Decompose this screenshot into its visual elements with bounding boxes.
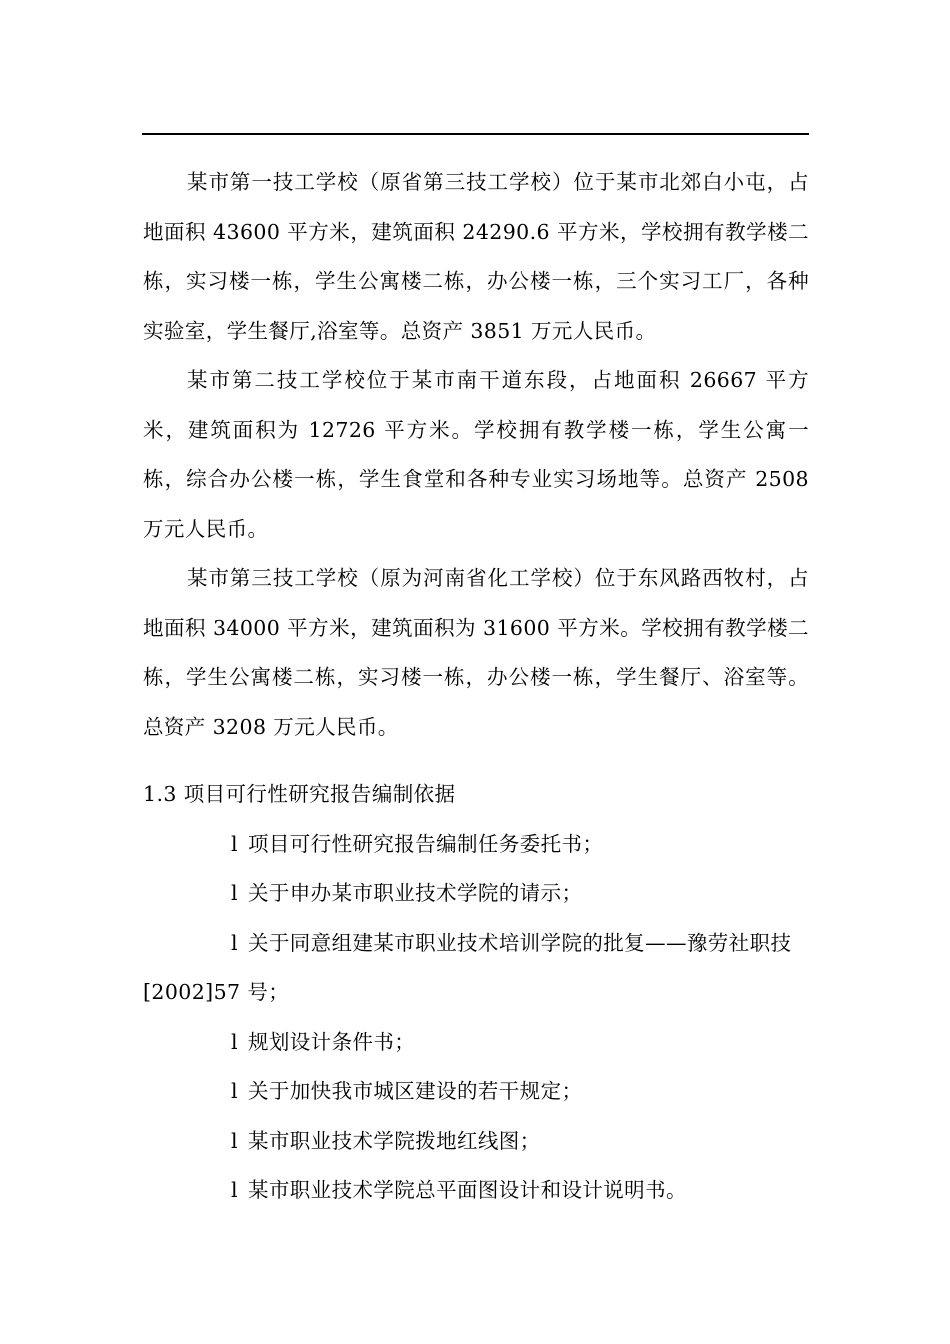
paragraph-school-2: 某市第二技工学校位于某市南干道东段，占地面积 26667 平方米，建筑面积为 12726 平方米。学校拥有教学楼一栋，学生公寓一栋，综合办公楼一栋，学生食堂和各种专业实习场地等。总资产 2508 万元人民币。 (143, 368, 809, 541)
basis-item-text: 关于申办某市职业技术学院的请示； (247, 881, 583, 905)
paragraph-school-3: 某市第三技工学校（原为河南省化工学校）位于东风路西牧村，占地面积 34000 平方米，建筑面积为 31600 平方米。学校拥有教学楼二栋，学生公寓楼二栋，实习楼一栋，办公楼一栋，学生餐厅、浴室等。总资产 3208 万元人民币。 (143, 566, 809, 739)
bullet-marker: l (231, 831, 238, 856)
basis-item (143, 1117, 809, 1167)
paragraph-school-1: 某市第一技工学校（原省第三技工学校）位于某市北郊白小屯，占地面积 43600 平方米，建筑面积 24290.6 平方米，学校拥有教学楼二栋，实习楼一栋，学生公寓楼二栋，办公楼一栋，三个实习工厂，各种实验室，学生餐厅,浴室等。总资产 3851 万元人民币。 (143, 170, 809, 343)
basis-item-text: 某市职业技术学院总平面图设计和设计说明书。 (247, 1178, 687, 1202)
basis-item (143, 1166, 809, 1216)
bullet-marker: l (231, 1079, 238, 1103)
basis-item (143, 820, 809, 870)
basis-item (143, 1018, 809, 1068)
document-body (143, 158, 809, 1216)
bullet-marker: l (231, 1178, 238, 1202)
basis-item (143, 1067, 809, 1117)
bullet-marker: l (231, 930, 238, 955)
basis-item-text: 关于同意组建某市职业技术培训学院的批复——豫劳社职技[2002]57 号； (143, 930, 792, 1004)
basis-item-text: 关于加快我市城区建设的若干规定； (247, 1079, 583, 1103)
basis-item-text: 规划设计条件书； (247, 1029, 416, 1054)
header-rule (142, 133, 809, 135)
basis-item-text: 项目可行性研究报告编制任务委托书； (247, 831, 604, 856)
basis-item-text: 某市职业技术学院拨地红线图； (247, 1128, 541, 1153)
bullet-marker: l (231, 881, 238, 905)
bullet-marker: l (231, 1029, 238, 1054)
bullet-marker: l (231, 1128, 238, 1153)
basis-item (143, 919, 809, 1018)
basis-item (143, 869, 809, 919)
section-heading: 1.3 项目可行性研究报告编制依据 (143, 782, 456, 806)
